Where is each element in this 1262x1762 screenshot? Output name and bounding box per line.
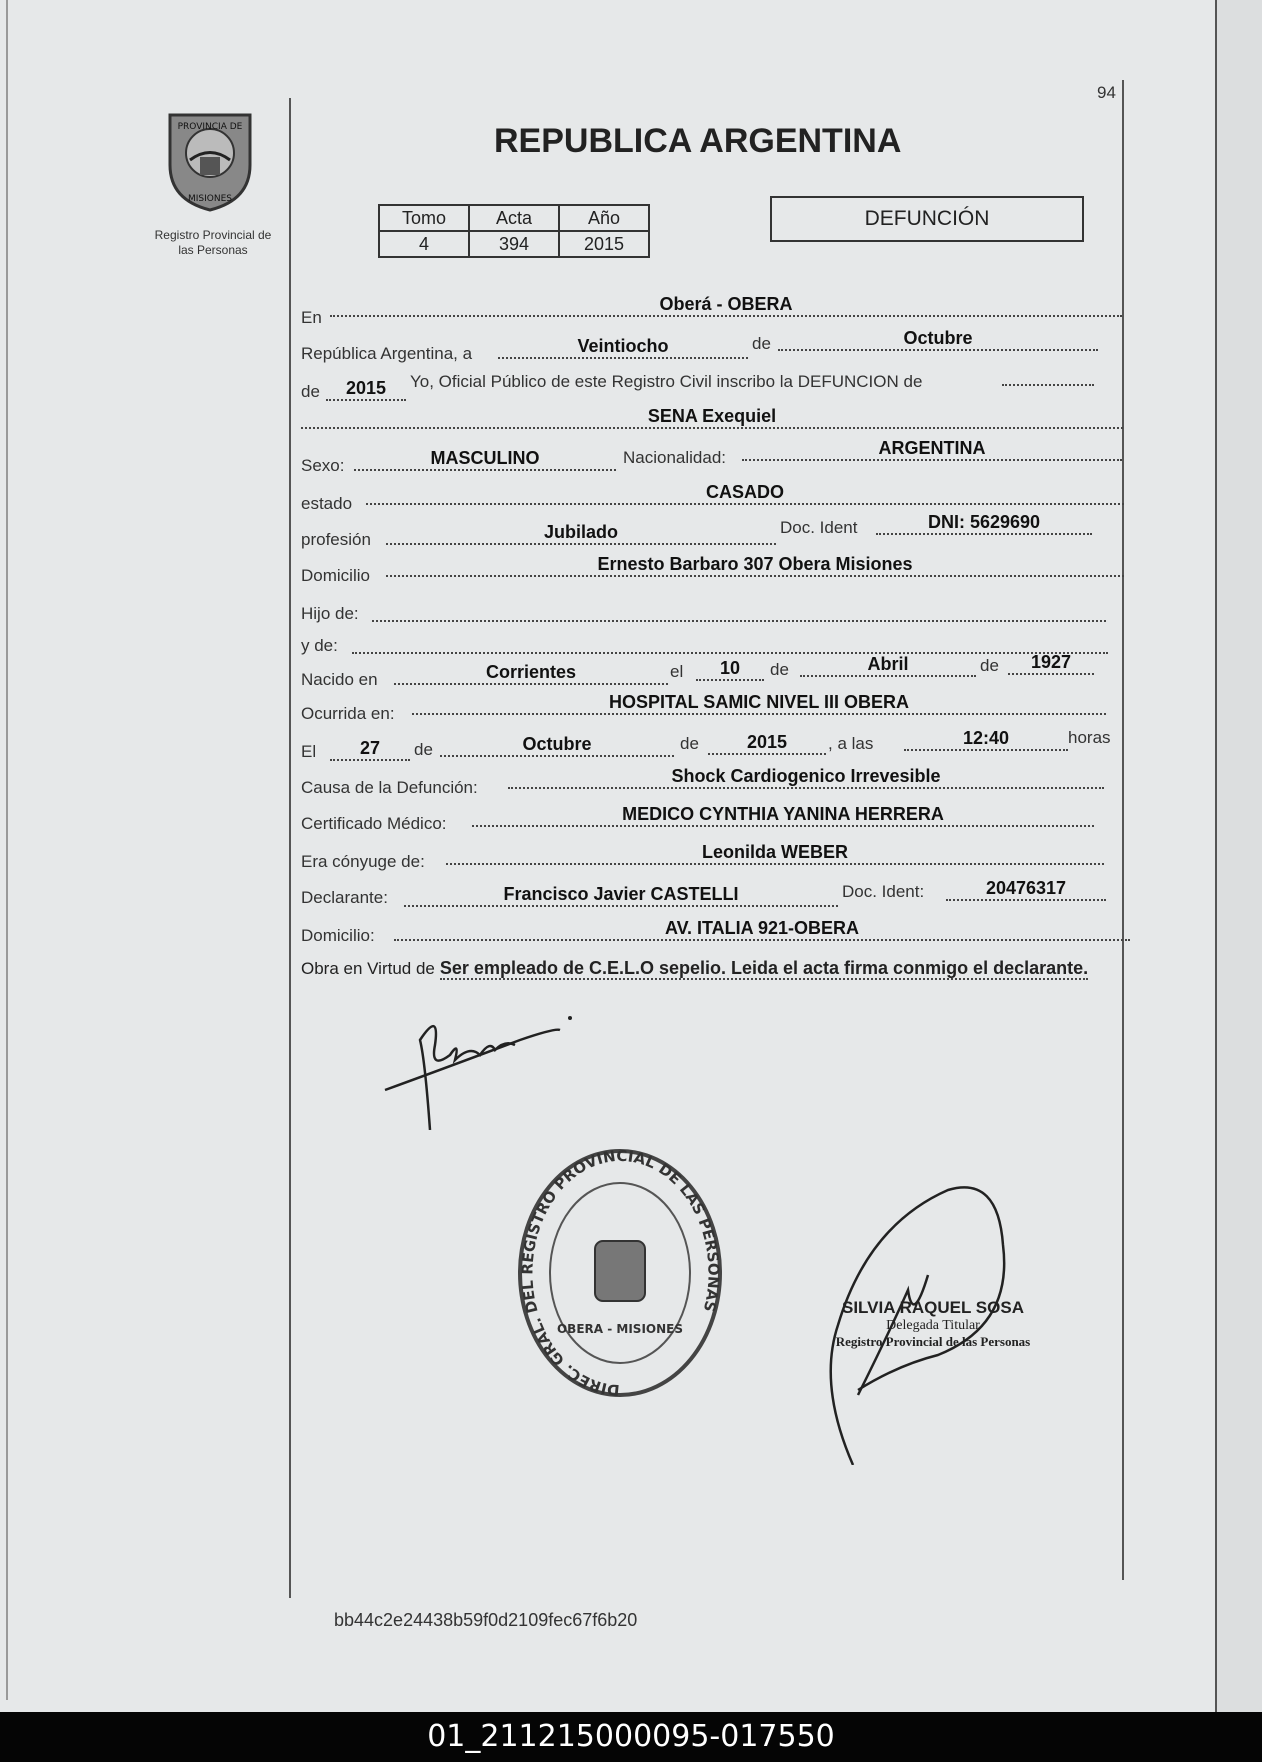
- document-title: REPUBLICA ARGENTINA: [494, 122, 902, 160]
- label-republica: República Argentina, a: [301, 344, 473, 363]
- label-doc2: Doc. Ident:: [842, 882, 925, 901]
- field-causa: Shock Cardiogenico Irrevesible: [508, 766, 1104, 789]
- registry-name-line-1: Registro Provincial de: [154, 228, 272, 242]
- field-obra: Ser empleado de C.E.L.O sepelio. Leida el acta firma conmigo el declarante.: [439, 958, 1089, 978]
- label-sexo: Sexo:: [301, 456, 345, 475]
- field-conyuge: Leonilda WEBER: [446, 842, 1104, 865]
- record-type: DEFUNCIÓN: [864, 207, 990, 230]
- field-certificado: MEDICO CYNTHIA YANINA HERRERA: [472, 804, 1094, 827]
- label-El: El: [301, 742, 317, 761]
- label-en: En: [301, 308, 322, 327]
- field-hijo: [372, 600, 1106, 622]
- label-ocurrida: Ocurrida en:: [301, 704, 395, 723]
- svg-text:OBERA - MISIONES: OBERA - MISIONES: [556, 1322, 684, 1336]
- label-estado: estado: [301, 494, 353, 513]
- field-doc: DNI: 5629690: [876, 512, 1092, 535]
- field-profesion: Jubilado: [386, 522, 776, 545]
- field-nacionalidad: ARGENTINA: [742, 438, 1122, 461]
- field-dia: Veintiocho: [498, 336, 748, 359]
- field-ocurrida: HOSPITAL SAMIC NIVEL III OBERA: [412, 692, 1106, 715]
- label-de-2: de: [301, 382, 320, 401]
- label-certificado: Certificado Médico:: [301, 814, 447, 833]
- value-anio: 2015: [559, 231, 649, 257]
- official-block: [818, 1298, 1048, 1350]
- label-doc: Doc. Ident: [780, 518, 858, 537]
- svg-text:DIREC. GRAL. DEL REGISTRO PROV: DIREC. GRAL. DEL REGISTRO PROVINCIAL DE LAS PERSONAS: [518, 1146, 723, 1400]
- svg-text:MISIONES: MISIONES: [187, 194, 233, 204]
- label-nacido: Nacido en: [301, 670, 378, 689]
- header-tomo: Tomo: [379, 205, 469, 231]
- field-domicilio: Ernesto Barbaro 307 Obera Misiones: [386, 554, 1124, 577]
- official-office: Registro Provincial de las Personas: [835, 1334, 1031, 1349]
- value-acta: 394: [469, 231, 559, 257]
- official-role: Delegada Titular: [886, 1318, 980, 1333]
- label-profesion: profesión: [301, 530, 371, 549]
- left-margin-line: [289, 98, 291, 1598]
- field-nacido-mes: Abril: [800, 654, 976, 677]
- label-hijo: Hijo de:: [301, 604, 359, 623]
- label-conyuge: Era cónyuge de:: [301, 852, 425, 871]
- record-table: [378, 204, 650, 258]
- label-declarante: Declarante:: [301, 888, 388, 907]
- page-number: 94: [1097, 83, 1116, 102]
- registry-name: [138, 228, 288, 258]
- label-de-1: de: [752, 334, 771, 353]
- field-declarante: Francisco Javier CASTELLI: [404, 884, 838, 907]
- field-estado: CASADO: [366, 482, 1124, 505]
- field-domicilio2: AV. ITALIA 921-OBERA: [394, 918, 1130, 941]
- label-y-de: y de:: [301, 636, 338, 655]
- value-tomo: 4: [379, 231, 469, 257]
- field-fall-dia: 27: [330, 738, 410, 761]
- label-de-5: de: [414, 740, 433, 759]
- adjacent-page-edge: [1215, 0, 1262, 1712]
- label-domicilio2: Domicilio:: [301, 926, 375, 945]
- obra-paragraph: [301, 954, 1129, 983]
- registry-name-line-2: las Personas: [178, 243, 248, 257]
- label-a-las: , a las: [828, 734, 874, 753]
- field-nombre: SENA Exequiel: [301, 406, 1123, 429]
- label-horas: horas: [1068, 728, 1111, 747]
- field-declarante-doc: 20476317: [946, 878, 1106, 901]
- header-anio: Año: [559, 205, 649, 231]
- field-sexo: MASCULINO: [354, 448, 616, 471]
- image-caption: 01_211215000095-017550: [0, 1712, 1262, 1762]
- field-nacido-dia: 10: [696, 658, 764, 681]
- right-margin-line: [1122, 80, 1124, 1580]
- field-hora: 12:40: [904, 728, 1068, 751]
- label-obra: Obra en Virtud de: [301, 959, 435, 978]
- label-de-3: de: [770, 660, 789, 679]
- document-hash: bb44c2e24438b59f0d2109fec67f6b20: [334, 1610, 638, 1630]
- label-nacionalidad: Nacionalidad:: [623, 448, 727, 467]
- label-de-6: de: [680, 734, 699, 753]
- label-oficial: Yo, Oficial Público de este Registro Civil inscribo la DEFUNCION de: [410, 372, 923, 391]
- binding-edge: [6, 0, 8, 1700]
- label-el: el: [670, 662, 684, 681]
- svg-text:PROVINCIA DE: PROVINCIA DE: [177, 122, 243, 132]
- record-type-box: [770, 196, 1084, 242]
- field-fall-mes: Octubre: [440, 734, 674, 757]
- province-logo: [160, 105, 260, 213]
- official-name: SILVIA RAQUEL SOSA: [842, 1298, 1024, 1317]
- field-mes: Octubre: [778, 328, 1098, 351]
- oficial-trailing-line: [1002, 366, 1094, 386]
- label-de-4: de: [980, 656, 999, 675]
- field-anio: 2015: [326, 378, 406, 401]
- field-nacido-lugar: Corrientes: [394, 662, 668, 685]
- field-localidad: Oberá - OBERA: [330, 294, 1122, 317]
- label-domicilio: Domicilio: [301, 566, 370, 585]
- declarant-signature: [380, 1000, 580, 1130]
- official-stamp: [515, 1145, 725, 1405]
- label-causa: Causa de la Defunción:: [301, 778, 478, 797]
- field-y-de: [352, 634, 1108, 654]
- field-nacido-anio: 1927: [1008, 652, 1094, 675]
- field-fall-anio: 2015: [708, 732, 826, 755]
- header-acta: Acta: [469, 205, 559, 231]
